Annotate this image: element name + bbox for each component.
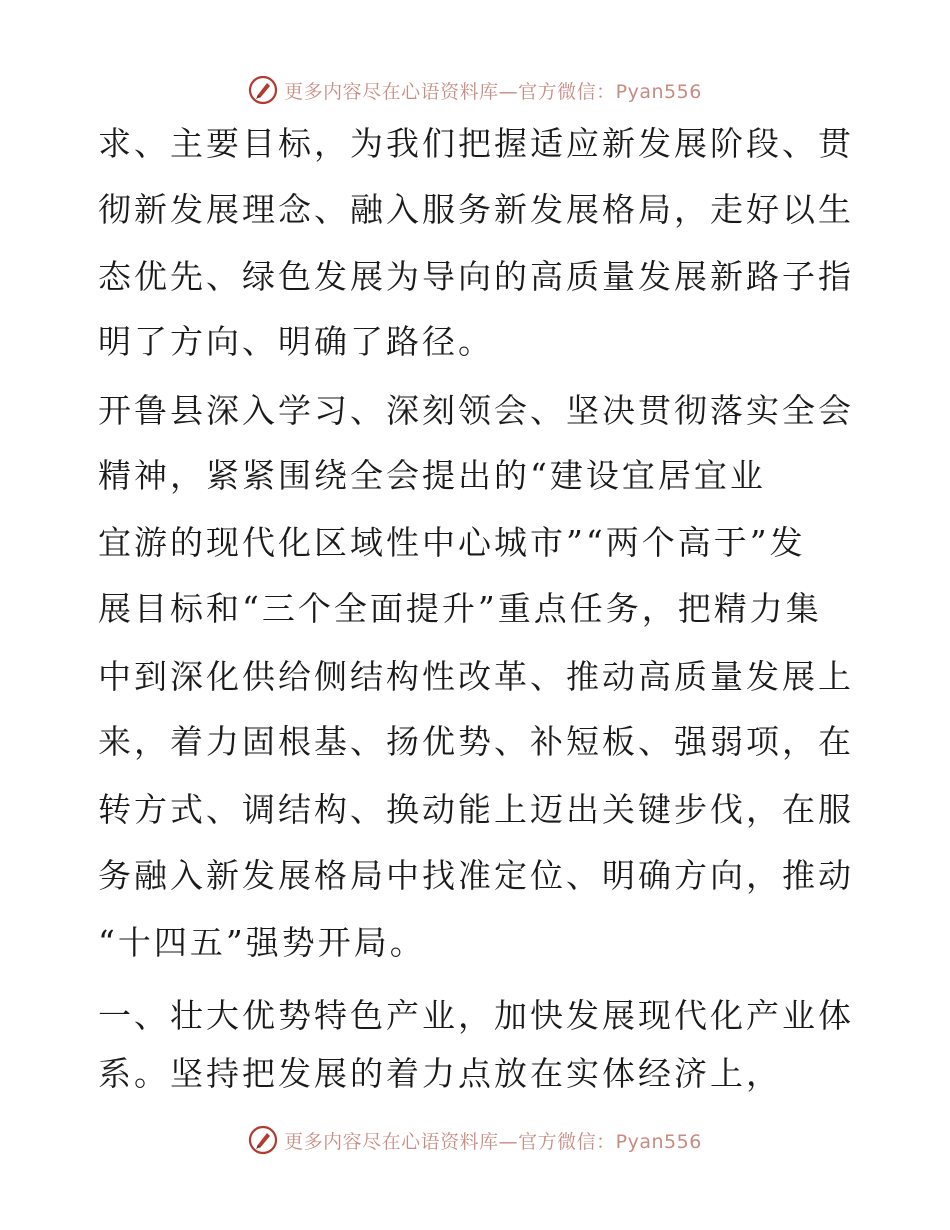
watermark-banner-bottom xyxy=(0,1120,950,1160)
pen-nib-logo-icon xyxy=(248,1125,278,1155)
body-line: 来，着力固根基、扬优势、补短板、强弱项，在 xyxy=(98,722,854,761)
body-line: 精神，紧紧围绕全会提出的“建设宜居宜业 xyxy=(98,456,766,495)
body-line: 中到深化供给侧结构性改革、推动高质量发展上 xyxy=(98,657,854,696)
body-line: 转方式、调结构、换动能上迈出关键步伐，在服 xyxy=(98,790,854,829)
body-line: 系。坚持把发展的着力点放在实体经济上， xyxy=(98,1054,782,1093)
body-line: “十四五”强势开局。 xyxy=(98,923,426,962)
body-line: 态优先、绿色发展为导向的高质量发展新路子指 xyxy=(98,257,854,296)
body-line: 宜游的现代化区域性中心城市”“两个高于”发 xyxy=(98,523,806,562)
body-line: 开鲁县深入学习、深刻领会、坚决贯彻落实全会 xyxy=(98,391,854,430)
watermark-text: 更多内容尽在心语资料库—官方微信：Pyan556 xyxy=(284,1130,702,1153)
body-line: 一、壮大优势特色产业，加快发展现代化产业体 xyxy=(98,996,854,1035)
body-line: 彻新发展理念、融入服务新发展格局，走好以生 xyxy=(98,190,854,229)
body-line: 明了方向、明确了路径。 xyxy=(98,322,494,361)
body-line: 务融入新发展格局中找准定位、明确方向，推动 xyxy=(98,856,854,895)
body-line: 展目标和“三个全面提升”重点任务，把精力集 xyxy=(98,589,822,628)
watermark-text: 更多内容尽在心语资料库—官方微信：Pyan556 xyxy=(284,80,702,103)
body-line: 求、主要目标，为我们把握适应新发展阶段、贯 xyxy=(98,124,854,163)
